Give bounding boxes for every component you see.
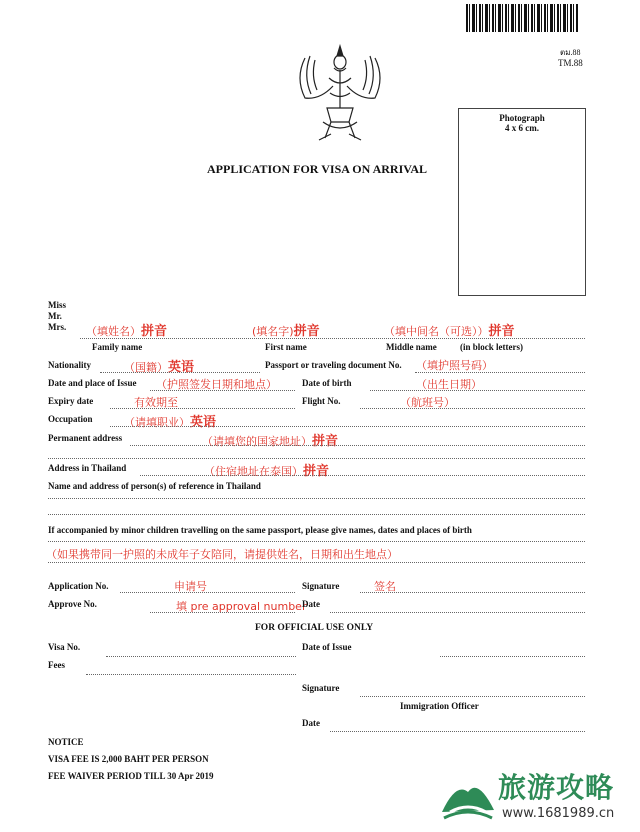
mountain-logo-icon	[440, 772, 496, 822]
permanent-line-2	[48, 458, 585, 459]
nationality-lang: 英语	[168, 360, 195, 375]
official-date-line	[330, 731, 585, 732]
name-line	[80, 338, 585, 339]
title-mr[interactable]: Mr.	[48, 311, 62, 321]
family-name-label: Family name	[92, 342, 143, 352]
official-date-label: Date	[302, 718, 320, 728]
nationality-label: Nationality	[48, 360, 92, 370]
date-of-issue-line	[440, 656, 585, 657]
signature-label: Signature	[302, 581, 340, 591]
permanent-line-1	[130, 445, 585, 446]
children-label: If accompanied by minor children travelling on the same passport, please give names, dates and places of birth	[48, 525, 472, 535]
thai-address-pinyin: 拼音	[303, 464, 330, 479]
watermark-text: 旅游攻略	[498, 771, 615, 804]
permanent-address-pinyin: 拼音	[312, 434, 339, 449]
fees-line	[86, 674, 296, 675]
immigration-officer-label: Immigration Officer	[400, 701, 479, 711]
approve-line	[150, 612, 295, 613]
form-code: TM.88	[558, 58, 583, 68]
watermark-url: www.1681989.cn	[502, 806, 615, 821]
children-line-2	[48, 562, 585, 563]
notice-line-1: VISA FEE IS 2,000 BAHT PER PERSON	[48, 754, 209, 764]
reference-line-1	[48, 498, 585, 499]
dob-field[interactable]: （出生日期）	[416, 378, 482, 391]
occupation-hint: （请填职业）	[124, 416, 190, 429]
issue-line	[150, 390, 295, 391]
nationality-line	[100, 372, 260, 373]
first-name-label: First name	[265, 342, 307, 352]
family-name-hint: （填姓名）	[86, 325, 141, 338]
application-label: Application No.	[48, 581, 109, 591]
expiry-label: Expiry date	[48, 396, 94, 406]
occupation-line	[110, 426, 585, 427]
form-code-thai: ตม.88	[560, 48, 581, 57]
first-name-hint: (填名字)	[252, 325, 294, 338]
passport-field[interactable]: （填护照号码）	[416, 359, 493, 372]
flight-label: Flight No.	[302, 396, 341, 406]
garuda-emblem-icon	[285, 38, 395, 148]
middle-name-label: Middle name	[386, 342, 437, 352]
title-miss[interactable]: Miss	[48, 300, 66, 310]
thai-address-line	[140, 475, 585, 476]
photo-size: 4 x 6 cm.	[505, 123, 539, 133]
date-line	[330, 612, 585, 613]
expiry-field[interactable]: 有效期至	[134, 396, 178, 409]
notice-title: NOTICE	[48, 737, 84, 747]
thai-address-label: Address in Thailand	[48, 463, 127, 473]
visa-no-line	[106, 656, 296, 657]
issue-label: Date and place of Issue	[48, 378, 137, 388]
approve-label: Approve No.	[48, 599, 97, 609]
permanent-address-field[interactable]	[202, 430, 338, 449]
thai-address-field[interactable]	[204, 460, 329, 479]
photo-box[interactable]	[458, 108, 586, 296]
permanent-address-label: Permanent address	[48, 433, 123, 443]
occupation-label: Occupation	[48, 414, 93, 424]
thai-address-hint: （住宿地址在泰国）	[204, 465, 303, 478]
dob-line	[370, 390, 585, 391]
reference-line-2	[48, 514, 585, 515]
visa-no-label: Visa No.	[48, 642, 81, 652]
watermark	[440, 760, 640, 832]
photo-label: Photograph	[499, 113, 545, 123]
middle-name-pinyin: 拼音	[488, 324, 515, 339]
dob-label: Date of birth	[302, 378, 352, 388]
date-label: Date	[302, 599, 320, 609]
block-letters-label: (in block letters)	[460, 342, 523, 352]
approve-field[interactable]: 填 pre approval number	[176, 600, 307, 613]
title-mrs[interactable]: Mrs.	[48, 322, 67, 332]
family-name-field[interactable]	[86, 320, 167, 339]
passport-line	[415, 372, 585, 373]
barcode	[466, 4, 578, 32]
notice-line-2: FEE WAIVER PERIOD TILL 30 Apr 2019	[48, 771, 214, 781]
nationality-hint: （国籍）	[124, 361, 168, 374]
occupation-lang: 英语	[190, 415, 217, 430]
middle-name-hint: （填中间名（可选））	[384, 325, 489, 338]
signature-field[interactable]: 签名	[374, 580, 396, 593]
first-name-pinyin: 拼音	[293, 324, 320, 339]
reference-label: Name and address of person(s) of reference in Thailand	[48, 481, 261, 491]
official-signature-label: Signature	[302, 683, 340, 693]
form-title: APPLICATION FOR VISA ON ARRIVAL	[207, 162, 428, 176]
signature-line	[360, 592, 585, 593]
flight-field[interactable]: （航班号）	[400, 396, 455, 409]
fees-label: Fees	[48, 660, 65, 670]
flight-line	[360, 408, 585, 409]
permanent-address-hint: （请填您的国家地址）	[202, 435, 312, 448]
application-line	[120, 592, 295, 593]
expiry-line	[110, 408, 295, 409]
official-heading: FOR OFFICIAL USE ONLY	[255, 623, 374, 633]
official-signature-line	[360, 696, 585, 697]
children-line-1	[48, 541, 585, 542]
date-of-issue-label: Date of Issue	[302, 642, 352, 652]
first-name-field[interactable]	[252, 320, 320, 339]
middle-name-field[interactable]	[384, 320, 515, 339]
children-field[interactable]: （如果携带同一护照的未成年子女陪同，请提供姓名，日期和出生地点）	[46, 548, 398, 561]
occupation-field[interactable]	[124, 411, 216, 430]
issue-field[interactable]: （护照签发日期和地点）	[156, 378, 277, 391]
passport-label: Passport or traveling document No.	[265, 360, 402, 370]
application-field[interactable]: 申请号	[174, 580, 207, 593]
family-name-pinyin: 拼音	[141, 324, 168, 339]
